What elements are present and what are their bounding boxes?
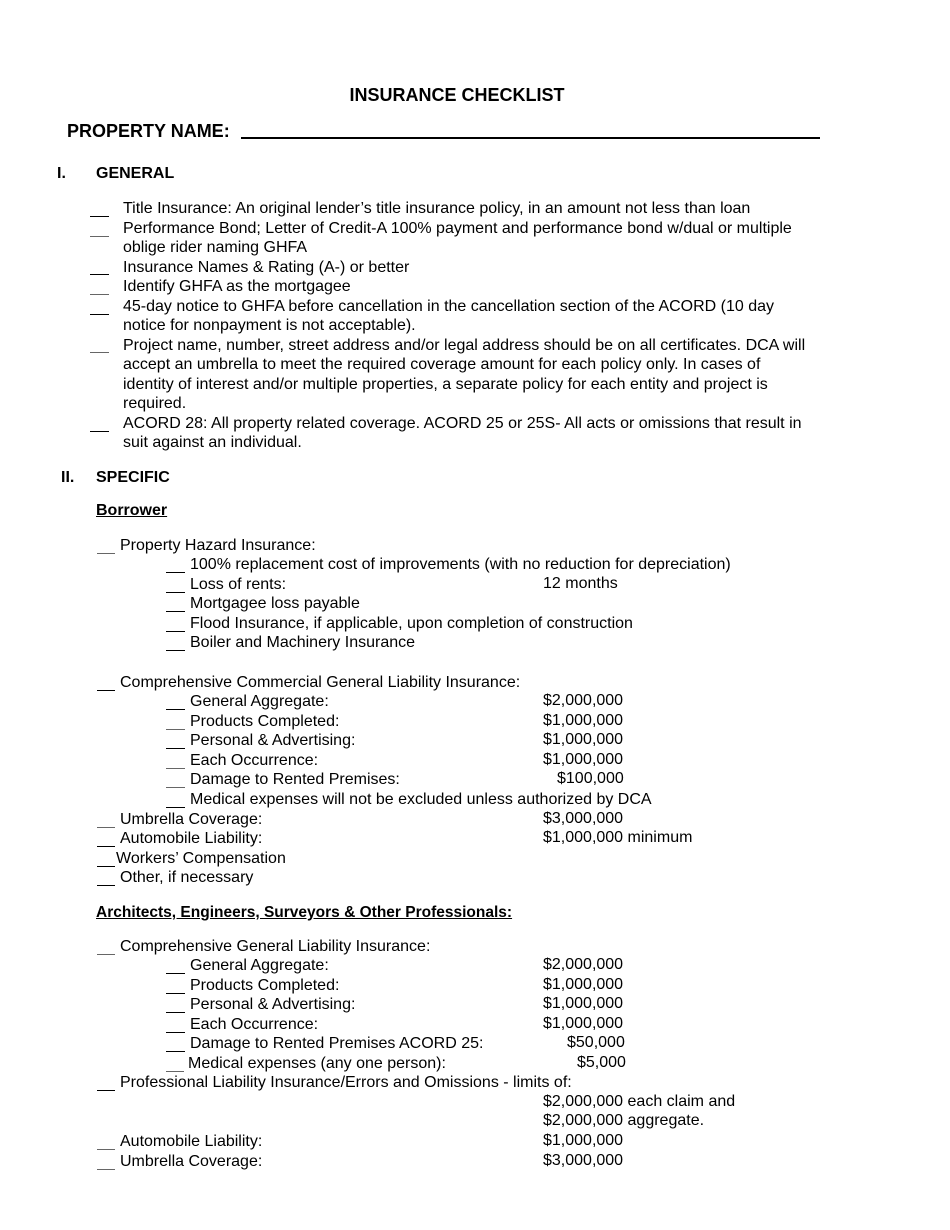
item-identify-ghfa: Identify GHFA as the mortgagee	[123, 278, 351, 295]
item-prof-products-completed: Products Completed:	[190, 977, 340, 994]
item-replacement-cost: 100% replacement cost of improvements (with no reduction for depreciation)	[190, 556, 731, 573]
value-general-aggregate: $2,000,000	[543, 692, 624, 709]
item-property-hazard: Property Hazard Insurance:	[120, 537, 316, 554]
item-each-occurrence: Each Occurrence:	[190, 752, 319, 769]
checkbox-products-completed[interactable]	[166, 729, 185, 730]
checkbox-project-name[interactable]	[90, 352, 109, 353]
checkbox-insurance-names[interactable]	[90, 274, 109, 275]
item-damage-rented: Damage to Rented Premises:	[190, 771, 400, 788]
section-specific-heading: SPECIFIC	[96, 469, 170, 486]
item-umbrella: Umbrella Coverage:	[120, 811, 263, 828]
value-prof-general-aggregate: $2,000,000	[543, 956, 624, 973]
value-personal-advertising: $1,000,000	[543, 731, 624, 748]
item-prof-damage-rented: Damage to Rented Premises ACORD 25:	[190, 1035, 484, 1052]
value-prof-personal-advertising: $1,000,000	[543, 995, 624, 1012]
checkbox-loss-of-rents[interactable]	[166, 592, 185, 593]
checkbox-performance-bond[interactable]	[90, 236, 109, 237]
checkbox-flood-insurance[interactable]	[166, 631, 185, 632]
item-45-day-notice-cont: notice for nonpayment is not acceptable).	[123, 317, 416, 334]
value-prof-damage-rented: $50,000	[567, 1034, 625, 1051]
section-general-numeral: I.	[57, 165, 66, 182]
checkbox-45-day-notice[interactable]	[90, 314, 109, 315]
item-borrower-cgl: Comprehensive Commercial General Liability Insurance:	[120, 674, 521, 691]
item-medical-expenses: Medical expenses will not be excluded unless authorized by DCA	[190, 791, 652, 808]
value-prof-umbrella: $3,000,000	[543, 1152, 624, 1169]
checkbox-prof-personal-advertising[interactable]	[166, 1012, 185, 1013]
checkbox-each-occurrence[interactable]	[166, 768, 185, 769]
checkbox-prof-cgl[interactable]	[97, 954, 115, 955]
item-prof-each-occurrence: Each Occurrence:	[190, 1016, 319, 1033]
item-prof-liability: Professional Liability Insurance/Errors and Omissions - limits of:	[120, 1074, 572, 1091]
item-personal-advertising: Personal & Advertising:	[190, 732, 356, 749]
item-project-name-cont2: identity of interest and/or multiple properties, a separate policy for each entity and project is	[123, 376, 768, 393]
value-products-completed: $1,000,000	[543, 712, 624, 729]
item-project-name: Project name, number, street address and/or legal address should be on all certificates. DCA will	[123, 337, 806, 354]
checkbox-prof-general-aggregate[interactable]	[166, 973, 185, 974]
value-loss-of-rents: 12 months	[543, 575, 618, 592]
value-each-occurrence: $1,000,000	[543, 751, 624, 768]
checkbox-automobile[interactable]	[97, 846, 115, 847]
checkbox-prof-damage-rented[interactable]	[166, 1051, 185, 1052]
checkbox-medical-expenses[interactable]	[166, 807, 185, 808]
borrower-heading: Borrower	[96, 502, 168, 519]
checkbox-borrower-cgl[interactable]	[97, 690, 115, 691]
section-specific-numeral: II.	[61, 469, 75, 486]
property-name-field[interactable]	[241, 137, 820, 139]
item-insurance-names: Insurance Names & Rating (A-) or better	[123, 259, 410, 276]
value-prof-automobile: $1,000,000	[543, 1132, 624, 1149]
section-general-heading: GENERAL	[96, 165, 175, 182]
item-prof-umbrella: Umbrella Coverage:	[120, 1153, 263, 1170]
value-prof-medical: $5,000	[577, 1054, 626, 1071]
item-project-name-cont3: required.	[123, 395, 187, 412]
value-damage-rented: $100,000	[557, 770, 624, 787]
item-loss-of-rents: Loss of rents:	[190, 576, 287, 593]
checkbox-identify-ghfa[interactable]	[90, 294, 109, 295]
checkbox-acord-28[interactable]	[90, 431, 109, 432]
checkbox-mortgagee-loss[interactable]	[166, 611, 185, 612]
item-prof-medical: Medical expenses (any one person):	[188, 1055, 446, 1072]
checkbox-workers-comp[interactable]	[97, 866, 115, 867]
item-prof-automobile: Automobile Liability:	[120, 1133, 263, 1150]
checkbox-general-aggregate[interactable]	[166, 709, 185, 710]
item-title-insurance: Title Insurance: An original lender’s title insurance policy, in an amount not less than loan	[123, 200, 751, 217]
value-prof-liability-aggregate: $2,000,000 aggregate.	[543, 1112, 705, 1129]
checkbox-umbrella[interactable]	[97, 827, 115, 828]
item-prof-personal-advertising: Personal & Advertising:	[190, 996, 356, 1013]
checkbox-prof-medical[interactable]	[166, 1071, 184, 1072]
professionals-heading: Architects, Engineers, Surveyors & Other Professionals:	[96, 904, 513, 921]
item-general-aggregate: General Aggregate:	[190, 693, 329, 710]
item-project-name-cont1: accept an umbrella to meet the required coverage amount for each policy only. In cases of	[123, 356, 761, 373]
checkbox-boiler-machinery[interactable]	[166, 650, 185, 651]
value-prof-liability-claim: $2,000,000 each claim and	[543, 1093, 736, 1110]
item-automobile: Automobile Liability:	[120, 830, 263, 847]
checkbox-prof-products-completed[interactable]	[166, 993, 185, 994]
item-45-day-notice: 45-day notice to GHFA before cancellation in the cancellation section of the ACORD (10 day	[123, 298, 775, 315]
item-products-completed: Products Completed:	[190, 713, 340, 730]
checkbox-prof-each-occurrence[interactable]	[166, 1032, 185, 1033]
value-automobile: $1,000,000 minimum	[543, 829, 693, 846]
item-prof-general-aggregate: General Aggregate:	[190, 957, 329, 974]
value-prof-products-completed: $1,000,000	[543, 976, 624, 993]
item-other-necessary: Other, if necessary	[120, 869, 254, 886]
checkbox-property-hazard[interactable]	[97, 553, 115, 554]
item-performance-bond: Performance Bond; Letter of Credit-A 100% payment and performance bond w/dual or multiple	[123, 220, 792, 237]
property-name-label: PROPERTY NAME:	[67, 121, 230, 141]
item-prof-cgl: Comprehensive General Liability Insurance:	[120, 938, 431, 955]
item-boiler-machinery: Boiler and Machinery Insurance	[190, 634, 416, 651]
checkbox-damage-rented[interactable]	[166, 787, 185, 788]
item-workers-comp: Workers’ Compensation	[116, 850, 286, 867]
value-prof-each-occurrence: $1,000,000	[543, 1015, 624, 1032]
checkbox-prof-automobile[interactable]	[97, 1149, 115, 1150]
checkbox-personal-advertising[interactable]	[166, 748, 185, 749]
item-performance-bond-cont: oblige rider naming GHFA	[123, 239, 308, 256]
checkbox-other-necessary[interactable]	[97, 885, 115, 886]
checkbox-replacement-cost[interactable]	[166, 572, 185, 573]
checkbox-prof-umbrella[interactable]	[97, 1169, 115, 1170]
item-flood-insurance: Flood Insurance, if applicable, upon completion of construction	[190, 615, 633, 632]
checkbox-title-insurance[interactable]	[90, 216, 109, 217]
page-title: INSURANCE CHECKLIST	[349, 85, 565, 105]
item-acord-28-cont: suit against an individual.	[123, 434, 302, 451]
checkbox-prof-liability[interactable]	[97, 1090, 115, 1091]
value-umbrella: $3,000,000	[543, 810, 624, 827]
item-acord-28: ACORD 28: All property related coverage. ACORD 25 or 25S- All acts or omissions that result in	[123, 415, 802, 432]
item-mortgagee-loss: Mortgagee loss payable	[190, 595, 360, 612]
